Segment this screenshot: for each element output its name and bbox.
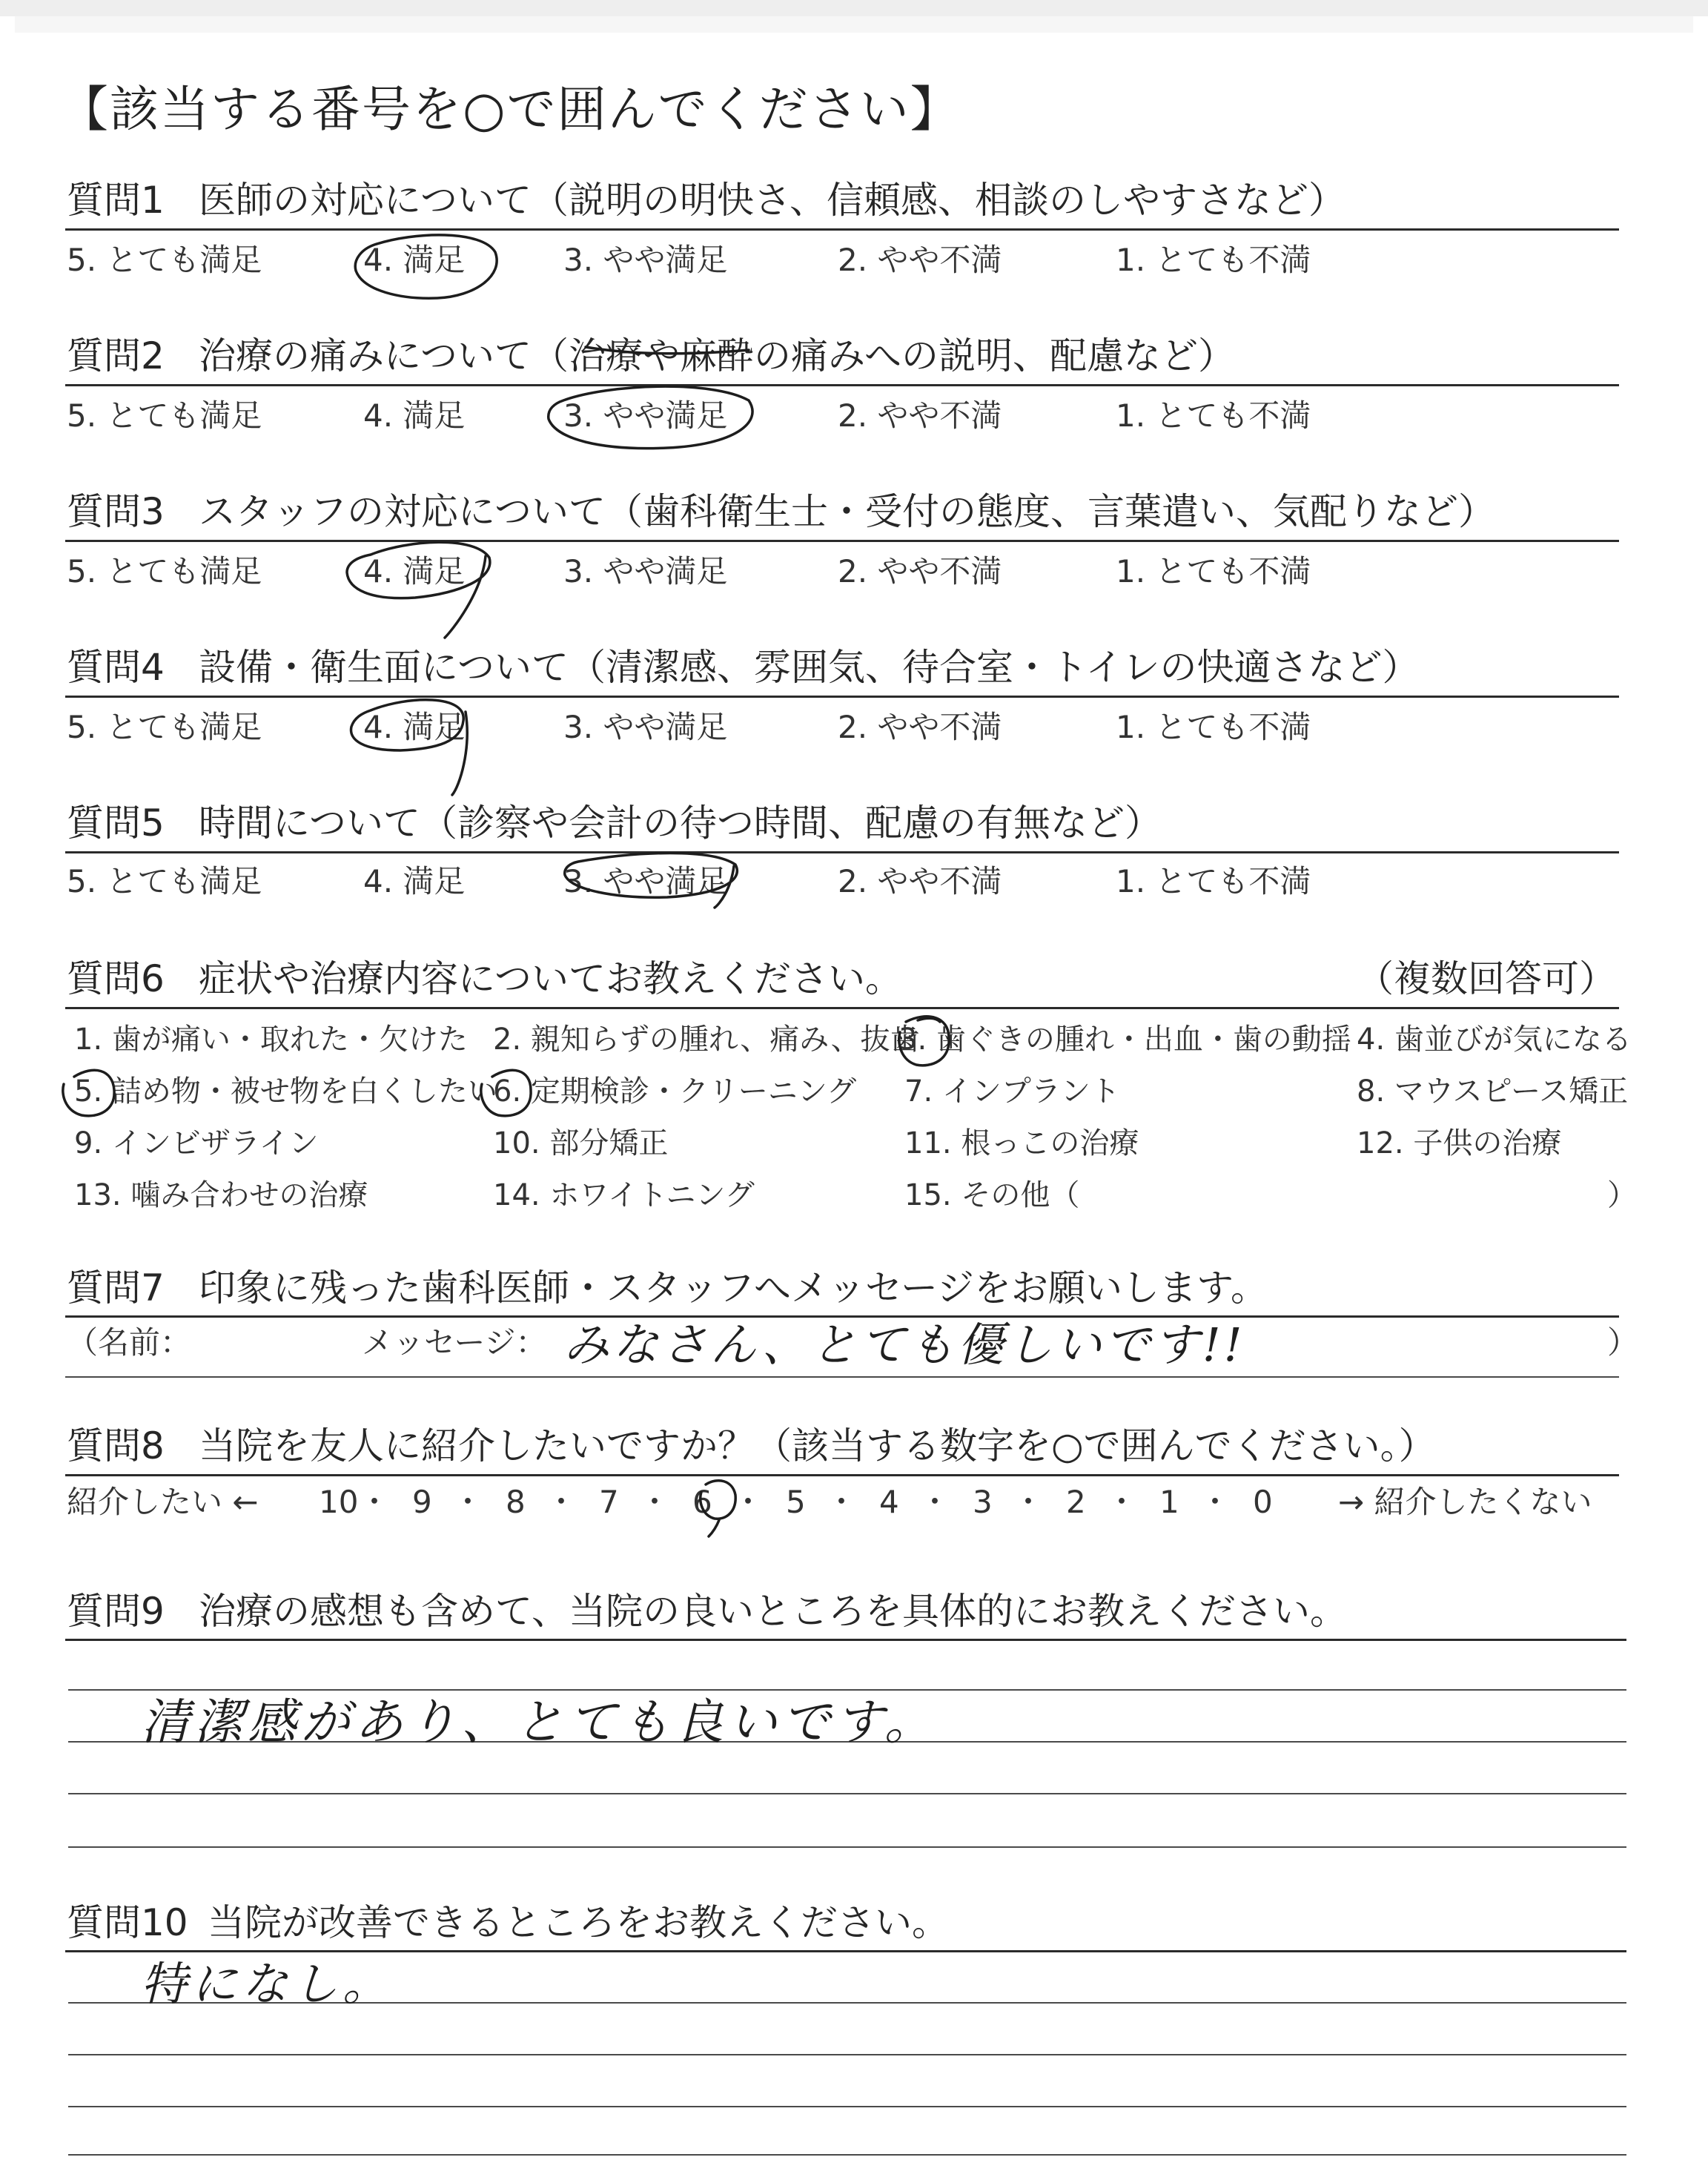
q6-item-8[interactable]: 8. マウスピース矯正 [1357, 1074, 1629, 1109]
q10-answer-handwritten[interactable]: 特になし。 [141, 1957, 394, 2011]
q6-item-15[interactable]: 15. その他（ [904, 1178, 1080, 1212]
q10-label: 質問10 [67, 1901, 188, 1944]
q6-note: （複数回答可） [1357, 957, 1616, 1000]
q3-rule [65, 540, 1619, 542]
q8-scale-separator: ・ [359, 1484, 391, 1520]
q8-scale-separator: ・ [546, 1484, 577, 1520]
q8-scale-7[interactable]: 7 [599, 1484, 619, 1520]
q10-rule-3 [68, 2054, 1626, 2055]
q3-option-2[interactable]: 2. やや不満 [838, 553, 1002, 589]
q2-option-4[interactable]: 4. 満足 [363, 397, 466, 434]
q8-scale-separator: ・ [1106, 1484, 1138, 1520]
q2-option-1[interactable]: 1. とても不満 [1116, 397, 1311, 434]
q8-scale-2[interactable]: 2 [1066, 1484, 1086, 1520]
q6-item-2[interactable]: 2. 親知らずの腫れ、痛み、抜歯 [493, 1023, 920, 1057]
q7-close-paren: ） [1607, 1324, 1639, 1361]
q8-scale-0[interactable]: 0 [1253, 1484, 1273, 1520]
q8-scale-3[interactable]: 3 [973, 1484, 993, 1520]
q8-scale-9[interactable]: 9 [412, 1484, 432, 1520]
q4-text: 設備・衛生面について（清潔感、雰囲気、待合室・トイレの快適さなど） [199, 646, 1420, 689]
q9-rule-4 [68, 1793, 1626, 1794]
q8-scale-separator: ・ [1199, 1484, 1231, 1520]
q8-rule [65, 1474, 1619, 1476]
q1-option-4[interactable]: 4. 満足 [363, 242, 466, 278]
q1-rule [65, 228, 1619, 231]
q8-scale-8[interactable]: 8 [506, 1484, 526, 1520]
q6-item-3[interactable]: 3. 歯ぐきの腫れ・出血・歯の動揺 [898, 1023, 1351, 1057]
q8-scale-separator: ・ [452, 1484, 484, 1520]
q8-scale-10[interactable]: 10 [319, 1484, 359, 1520]
q4-option-3[interactable]: 3. やや満足 [563, 709, 728, 745]
q6-item-13[interactable]: 13. 噛み合わせの治療 [74, 1178, 368, 1212]
q2-text: 治療の痛みについて（治療や麻酔の痛みへの説明、配慮など） [199, 334, 1235, 377]
q5-label: 質問5 [67, 802, 165, 845]
q1-option-2[interactable]: 2. やや不満 [838, 242, 1002, 278]
q8-text: 当院を友人に紹介したいですか？（該当する数字を○で囲んでください。） [199, 1424, 1436, 1467]
q8-right-label: → 紹介したくない [1338, 1484, 1592, 1520]
q8-scale-4[interactable]: 4 [879, 1484, 899, 1520]
q7-label: 質問7 [67, 1266, 165, 1309]
q9-rule-2 [68, 1689, 1626, 1691]
q5-option-5[interactable]: 5. とても満足 [67, 863, 262, 899]
q8-scale-1[interactable]: 1 [1159, 1484, 1179, 1520]
q6-item-9[interactable]: 9. インビザライン [74, 1126, 319, 1160]
q7-text: 印象に残った歯科医師・スタッフへメッセージをお願いします。 [199, 1266, 1268, 1309]
q4-label: 質問4 [67, 646, 165, 689]
q8-left-label: 紹介したい ← [67, 1484, 259, 1520]
q6-item-10[interactable]: 10. 部分矯正 [493, 1126, 669, 1160]
q4-option-2[interactable]: 2. やや不満 [838, 709, 1002, 745]
q3-text: スタッフの対応について（歯科衛生士・受付の態度、言葉遣い、気配りなど） [199, 490, 1495, 533]
q2-option-3[interactable]: 3. やや満足 [563, 397, 728, 434]
scan-top-shadow-inner [15, 16, 1693, 33]
q6-item-12[interactable]: 12. 子供の治療 [1357, 1126, 1562, 1160]
q6-label: 質問6 [67, 957, 165, 1000]
q1-option-5[interactable]: 5. とても満足 [67, 242, 262, 278]
q2-label: 質問2 [67, 334, 165, 377]
q10-rule-4 [68, 2106, 1626, 2107]
q4-option-1[interactable]: 1. とても不満 [1116, 709, 1311, 745]
q8-scale-separator: ・ [732, 1484, 764, 1520]
q10-rule-5 [68, 2154, 1626, 2156]
q6-item-11[interactable]: 11. 根っこの治療 [904, 1126, 1139, 1160]
q5-option-2[interactable]: 2. やや不満 [838, 863, 1002, 899]
page-title: 【該当する番号を○で囲んでください】 [59, 81, 961, 138]
q7-name-label: （名前： [67, 1324, 192, 1361]
q6-item-1[interactable]: 1. 歯が痛い・取れた・欠けた [74, 1023, 468, 1057]
q8-scale-6[interactable]: 6 [692, 1484, 712, 1520]
q3-option-3[interactable]: 3. やや満足 [563, 553, 728, 589]
q4-option-5[interactable]: 5. とても満足 [67, 709, 262, 745]
q9-label: 質問9 [67, 1590, 165, 1633]
q6-text: 症状や治療内容についてお教えください。 [199, 957, 902, 1000]
q6-item-5[interactable]: 5. 詰め物・被せ物を白くしたい [74, 1074, 497, 1109]
q9-rule-1 [65, 1639, 1626, 1641]
q3-option-4[interactable]: 4. 満足 [363, 553, 466, 589]
q3-label: 質問3 [67, 490, 165, 533]
q5-option-3[interactable]: 3. やや満足 [563, 863, 728, 899]
q2-rule [65, 384, 1619, 386]
q8-scale-5[interactable]: 5 [786, 1484, 806, 1520]
q1-option-3[interactable]: 3. やや満足 [563, 242, 728, 278]
q6-item-14[interactable]: 14. ホワイトニング [493, 1178, 755, 1212]
q4-option-4[interactable]: 4. 満足 [363, 709, 466, 745]
q6-item-6[interactable]: 6. 定期検診・クリーニング [493, 1074, 857, 1109]
scan-top-shadow [0, 0, 1708, 16]
q8-scale-separator: ・ [1013, 1484, 1045, 1520]
q7-bottom-rule [65, 1376, 1619, 1378]
q8-label: 質問8 [67, 1424, 165, 1467]
q5-option-1[interactable]: 1. とても不満 [1116, 863, 1311, 899]
q2-option-2[interactable]: 2. やや不満 [838, 397, 1002, 434]
q2-option-5[interactable]: 5. とても満足 [67, 397, 262, 434]
q5-rule [65, 851, 1619, 853]
q6-item-4[interactable]: 4. 歯並びが気になる [1357, 1023, 1632, 1057]
q9-text: 治療の感想も含めて、当院の良いところを具体的にお教えください。 [199, 1590, 1347, 1633]
q1-text: 医師の対応について（説明の明快さ、信頼感、相談のしやすさなど） [199, 179, 1345, 222]
q6-rule [65, 1007, 1619, 1009]
q4-rule [65, 696, 1619, 698]
q5-text: 時間について（診察や会計の待つ時間、配慮の有無など） [199, 802, 1162, 845]
q3-option-1[interactable]: 1. とても不満 [1116, 553, 1311, 589]
q8-scale-separator: ・ [919, 1484, 951, 1520]
q8-scale-separator: ・ [639, 1484, 671, 1520]
q8-scale-separator: ・ [826, 1484, 858, 1520]
q5-option-4[interactable]: 4. 満足 [363, 863, 466, 899]
q9-rule-5 [68, 1846, 1626, 1848]
q1-option-1[interactable]: 1. とても不満 [1116, 242, 1311, 278]
q7-message-label: メッセージ： [362, 1324, 547, 1361]
q6-item-7[interactable]: 7. インプラント [904, 1074, 1120, 1109]
q1-label: 質問1 [67, 179, 165, 222]
q10-text: 当院が改善できるところをお教えください。 [208, 1901, 949, 1944]
q3-option-5[interactable]: 5. とても満足 [67, 553, 262, 589]
q9-answer-handwritten[interactable]: 清潔感があり、とても良いです。 [141, 1694, 938, 1751]
q6-item-15-close: ） [1607, 1178, 1637, 1212]
q7-message-handwritten[interactable]: みなさん、とても優しいです!! [563, 1318, 1245, 1372]
q10-rule-1 [65, 1950, 1626, 1952]
